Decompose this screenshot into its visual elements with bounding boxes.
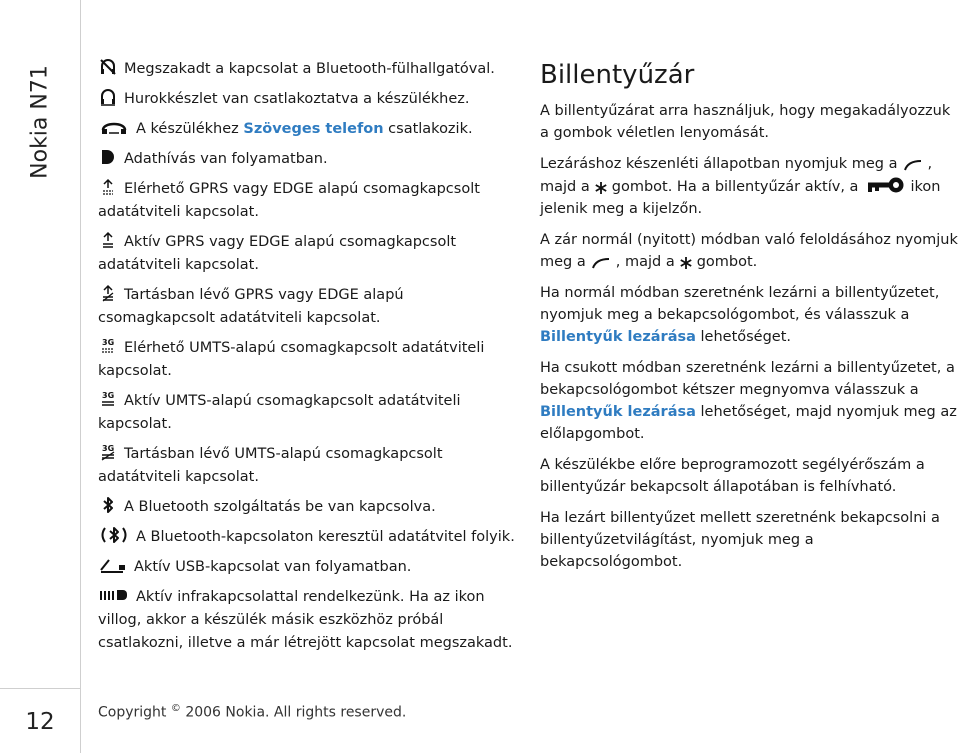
umts-active-icon [98, 390, 118, 408]
item-text: A Bluetooth szolgáltatás be van kapcsolva. [124, 499, 436, 515]
paragraph: Lezáráshoz készenléti állapotban nyomjuk meg a , majd a gombot. Ha a billentyűzár aktív, a ikon jelenik meg a kijelzőn. [540, 156, 941, 217]
list-item [98, 443, 523, 489]
keylock-section [540, 58, 959, 582]
gprs-available-icon [98, 178, 118, 196]
left-selection-key-icon [902, 158, 924, 172]
paragraph: Ha normál módban szeretnénk lezárni a billentyűzetet, nyomjuk meg a bekapcsológombot, és válasszuk a Billentyűk lezárása lehetőséget. [540, 285, 940, 345]
list-item [98, 526, 523, 549]
gprs-hold-icon [98, 284, 118, 302]
text-phone-icon [98, 119, 130, 137]
list-item [98, 586, 523, 655]
list-item [98, 284, 523, 330]
highlight-term: Billentyűk lezárása [540, 329, 696, 345]
svg-text:3G: 3G [102, 338, 115, 347]
item-text: csatlakozik. [388, 121, 473, 137]
item-text: Megszakadt a kapcsolat a Bluetooth-fülhallgatóval. [124, 61, 495, 77]
copyright-footer: Copyright © 2006 Nokia. All rights reserved. [98, 703, 407, 721]
list-item [98, 88, 523, 111]
list-item [98, 556, 523, 579]
list-item [98, 496, 523, 519]
bluetooth-transfer-icon [98, 526, 130, 544]
indicator-list [98, 58, 523, 662]
page-number: 12 [0, 688, 80, 754]
item-text: Aktív UMTS-alapú csomagkapcsolt adatátviteli kapcsolat. [98, 393, 461, 432]
left-selection-key-icon [590, 256, 612, 270]
list-item [98, 178, 523, 224]
item-text: Aktív USB-kapcsolat van folyamatban. [134, 559, 412, 575]
paragraph: A készülékbe előre beprogramozott segélyérőszám a billentyűzár bekapcsolt állapotában is felhívható. [540, 457, 925, 495]
gprs-active-icon [98, 231, 118, 249]
paragraph: A billentyűzárat arra használjuk, hogy megakadályozzuk a gombok véletlen lenyomását. [540, 103, 951, 141]
list-item [98, 58, 523, 81]
usb-icon [98, 556, 128, 574]
list-item [98, 118, 523, 141]
item-text: Aktív infrakapcsolattal rendelkezünk. Ha az ikon villog, akkor a készülék másik eszközhöz próbál csatlakozni, illetve a már létrejött kapcsolat megszakadt. [98, 589, 513, 651]
list-item [98, 337, 523, 383]
svg-text:3G: 3G [102, 444, 115, 453]
item-text: Hurokkészlet van csatlakoztatva a készülékhez. [124, 91, 470, 107]
item-text: Aktív GPRS vagy EDGE alapú csomagkapcsolt adatátviteli kapcsolat. [98, 234, 457, 273]
paragraph: A zár normál (nyitott) módban való feloldásához nyomjuk meg a , majd a gombot. [540, 232, 958, 270]
item-text: Elérhető GPRS vagy EDGE alapú csomagkapcsolt adatátviteli kapcsolat. [98, 181, 480, 220]
item-text: Tartásban lévő UMTS-alapú csomagkapcsolt adatátviteli kapcsolat. [98, 446, 443, 485]
item-text: A készülékhez [136, 121, 239, 137]
item-text: Adathívás van folyamatban. [124, 151, 328, 167]
highlight-term: Szöveges telefon [243, 121, 384, 137]
list-item [98, 231, 523, 277]
key-lock-icon [862, 175, 906, 195]
paragraph: Ha csukott módban szeretnénk lezárni a billentyűzetet, a bekapcsológombot kétszer megnyomva válasszuk a Billentyűk lezárása lehetőséget, majd nyomjuk meg az előlapgombot. [540, 360, 957, 442]
bluetooth-icon [98, 496, 118, 514]
item-text: A Bluetooth-kapcsolaton keresztül adatátvitel folyik. [136, 529, 515, 545]
sidebar [0, 0, 81, 753]
data-call-icon [98, 148, 118, 166]
svg-text:3G: 3G [102, 391, 115, 400]
umts-available-icon [98, 337, 118, 355]
star-key-icon [679, 256, 693, 270]
list-item [98, 148, 523, 171]
headset-disconnected-icon [98, 58, 118, 76]
loopset-icon [98, 88, 118, 106]
item-text: Elérhető UMTS-alapú csomagkapcsolt adatátviteli kapcsolat. [98, 340, 485, 379]
highlight-term: Billentyűk lezárása [540, 404, 696, 420]
umts-hold-icon [98, 443, 118, 461]
paragraph: Ha lezárt billentyűzet mellett szeretnénk bekapcsolni a billentyűzetvilágítást, nyomjuk meg a bekapcsológombot. [540, 510, 940, 570]
list-item [98, 390, 523, 436]
item-text: Tartásban lévő GPRS vagy EDGE alapú csomagkapcsolt adatátviteli kapcsolat. [98, 287, 404, 326]
section-title: Billentyűzár [540, 60, 695, 90]
star-key-icon [594, 181, 608, 195]
infrared-icon [98, 586, 130, 604]
brand-label: Nokia N71 [27, 65, 53, 179]
